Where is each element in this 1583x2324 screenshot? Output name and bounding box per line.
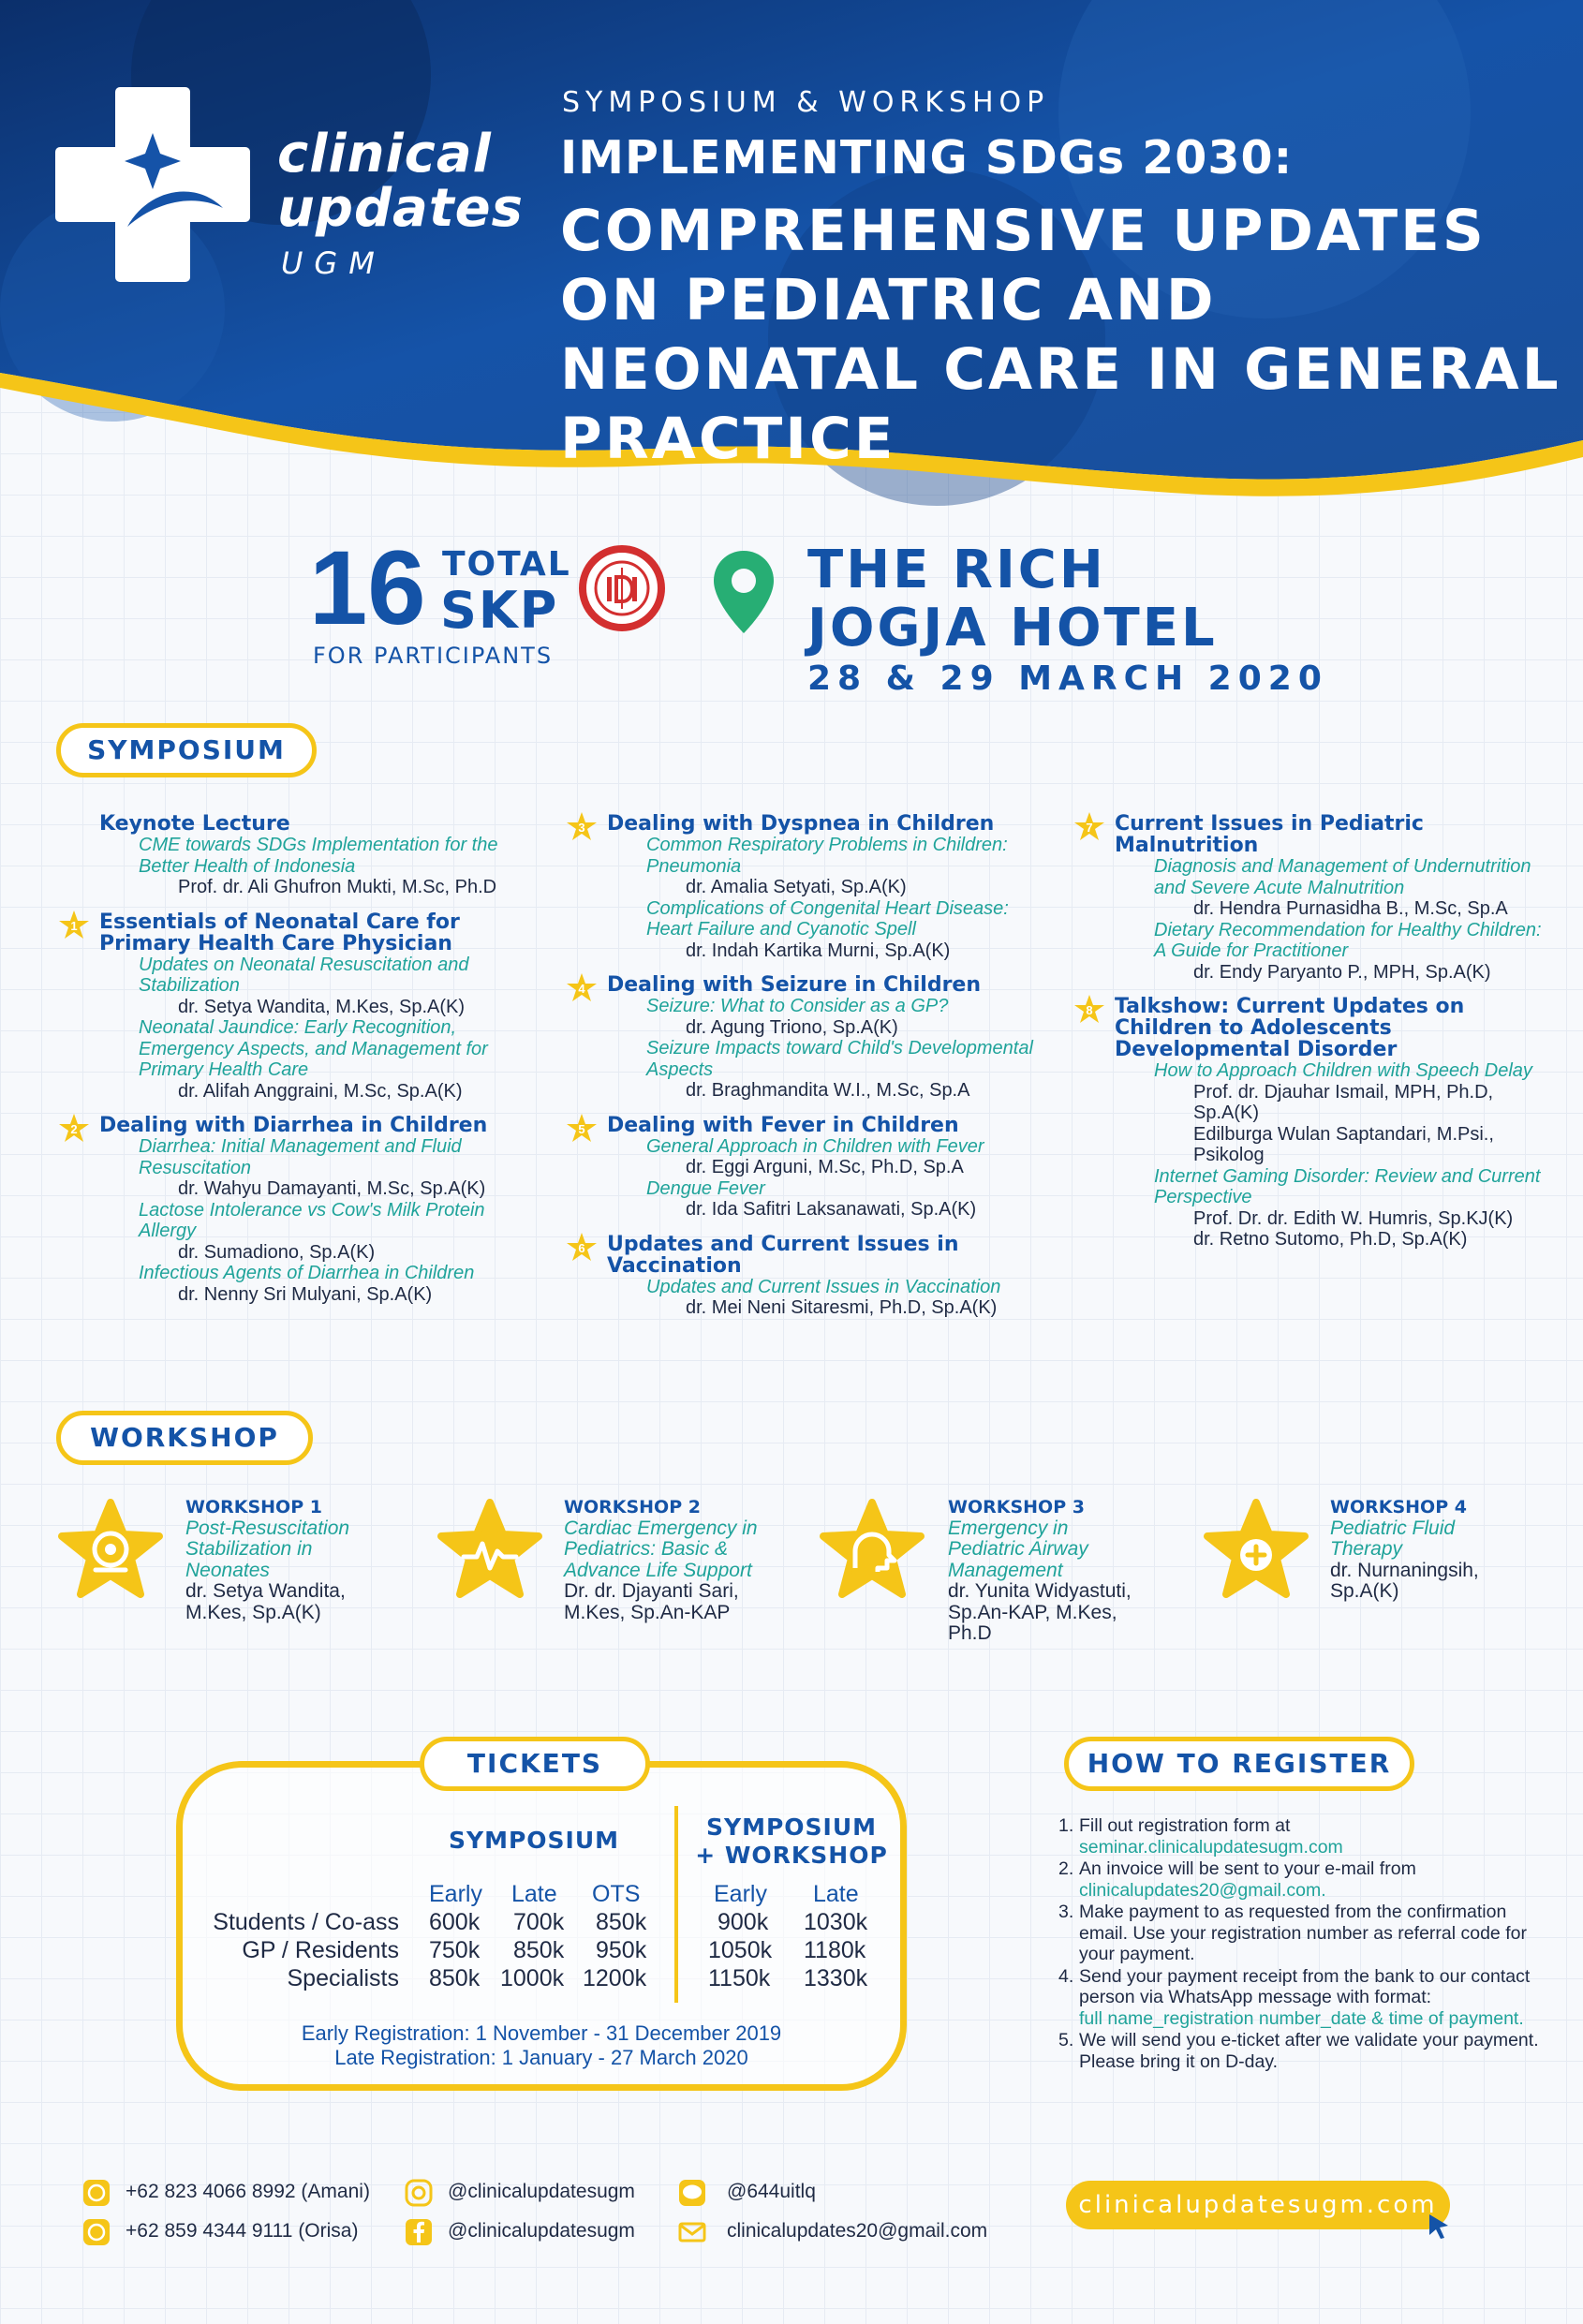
tickets-cell: 1150k xyxy=(708,1965,771,1991)
session-speaker: dr. Eggi Arguni, M.Sc, Ph.D, Sp.A xyxy=(686,1157,964,1177)
session-number-badge xyxy=(1073,994,1105,1026)
workshop-4-label: WORKSHOP 4 xyxy=(1330,1497,1467,1517)
session-speaker: dr. Wahyu Damayanti, M.Sc, Sp.A(K) xyxy=(178,1178,486,1199)
register-step-5 xyxy=(1058,2030,1546,2072)
message-format: full name_registration number_date & time of payment. xyxy=(1079,2007,1524,2029)
symposium-column-3 xyxy=(1086,812,1546,1264)
symposium-session xyxy=(1086,995,1546,1251)
session-speaker: dr. Sumadiono, Sp.A(K) xyxy=(178,1241,376,1263)
workshop-2-speaker: Dr. dr. Djayanti Sari, M.Kes, Sp.An-KAP xyxy=(564,1580,739,1623)
idi-seal-icon xyxy=(579,545,665,631)
workshop-1-speaker: dr. Setya Wandita, M.Kes, Sp.A(K) xyxy=(185,1580,346,1623)
workshop-2 xyxy=(564,1497,770,1623)
tickets-cell: 950k xyxy=(596,1937,647,1963)
logo-text-ugm: UGM xyxy=(281,245,386,281)
workshop-section-pill: WORKSHOP xyxy=(56,1411,313,1465)
symposium-session xyxy=(578,1113,1038,1221)
session-title: Keynote Lecture xyxy=(99,812,290,836)
session-title: Dealing with Dyspnea in Children xyxy=(607,812,995,836)
session-title: Talkshow: Current Updates on Children to Adolescents Developmental Disorder xyxy=(1115,995,1465,1061)
event-dates: 28 & 29 MARCH 2020 xyxy=(807,659,1328,698)
session-topic: Complications of Congenital Heart Disease: Heart Failure and Cyanotic Spell xyxy=(646,897,1009,940)
session-number: 5 xyxy=(578,1121,585,1136)
step-number: 1. xyxy=(1058,1815,1074,1836)
tickets-symposium-header: SYMPOSIUM xyxy=(448,1827,620,1854)
symposium-column-1 xyxy=(70,812,511,1318)
header-banner xyxy=(0,0,1583,506)
tickets-cell: 1050k xyxy=(708,1937,773,1963)
tickets-cell: 600k xyxy=(429,1909,481,1935)
session-topic: Neonatal Jaundice: Early Recognition, Emergency Aspects, and Management for Primary Health Care xyxy=(139,1017,488,1080)
session-topic: Diagnosis and Management of Undernutrition and Severe Acute Malnutrition xyxy=(1154,856,1531,898)
workshop-3-star xyxy=(818,1499,926,1602)
facebook-handle[interactable]: @clinicalupdatesugm xyxy=(448,2220,635,2242)
headline-primary: IMPLEMENTING SDGs 2030: xyxy=(560,131,1294,185)
tickets-cell: 1180k xyxy=(804,1937,866,1963)
contact-email[interactable]: clinicalupdates20@gmail.com xyxy=(727,2220,988,2242)
tickets-row-label: GP / Residents xyxy=(242,1937,399,1963)
session-number: 1 xyxy=(70,918,78,933)
workshop-3 xyxy=(948,1497,1145,1645)
workshop-3-label: WORKSHOP 3 xyxy=(948,1497,1085,1517)
symposium-session xyxy=(99,813,511,898)
register-step-4 xyxy=(1058,1966,1546,2030)
tickets-cell: 1330k xyxy=(804,1965,868,1991)
venue-line-2: JOGJA HOTEL xyxy=(807,598,1218,659)
session-topic: Seizure: What to Consider as a GP? xyxy=(646,996,949,1016)
invoice-email-link[interactable]: clinicalupdates20@gmail.com. xyxy=(1079,1879,1326,1901)
step-text: Send your payment receipt from the bank to our contact person via WhatsApp message with format: xyxy=(1079,1965,1531,2007)
phone-1[interactable]: +62 823 4066 8992 (Amani) xyxy=(126,2181,370,2202)
headline-secondary: COMPREHENSIVE UPDATES ON PEDIATRIC AND NEONATAL CARE IN GENERAL PRACTICE xyxy=(560,198,1561,472)
session-speaker: dr. Retno Sutomo, Ph.D, Sp.A(K) xyxy=(1193,1229,1468,1250)
tickets-cell: 750k xyxy=(429,1937,481,1963)
tickets-combo-col-late: Late xyxy=(813,1881,859,1907)
workshop-4 xyxy=(1330,1497,1527,1603)
workshop-4-speaker: dr. Nurnaningsih, Sp.A(K) xyxy=(1330,1559,1479,1602)
cursor-icon xyxy=(1428,2213,1452,2241)
workshop-2-star xyxy=(436,1499,544,1602)
session-topic: Internet Gaming Disorder: Review and Current Perspective xyxy=(1154,1165,1541,1207)
instagram-icon xyxy=(405,2179,433,2207)
session-number-badge xyxy=(1073,811,1105,843)
tickets-cell: 850k xyxy=(429,1965,481,1991)
session-number: 6 xyxy=(578,1240,585,1255)
workshop-3-topic: Emergency in Pediatric Airway Management xyxy=(948,1517,1088,1581)
step-number: 5. xyxy=(1058,2030,1074,2050)
tickets-col-ots: OTS xyxy=(592,1881,641,1907)
session-topic: Seizure Impacts toward Child's Developmental Aspects xyxy=(646,1038,1033,1080)
whatsapp-icon xyxy=(82,2179,111,2207)
step-number: 4. xyxy=(1058,1965,1074,1987)
session-topic: Updates and Current Issues in Vaccination xyxy=(646,1276,1001,1297)
session-topic: Updates on Neonatal Resuscitation and Stabilization xyxy=(139,954,469,996)
logo-text-clinical: clinical xyxy=(277,124,492,185)
tickets-cell: 850k xyxy=(596,1909,647,1935)
workshop-4-topic: Pediatric Fluid Therapy xyxy=(1330,1517,1456,1560)
symposium-section-pill: SYMPOSIUM xyxy=(56,723,317,777)
skp-number: 16 xyxy=(309,529,426,646)
session-speaker: Prof. dr. Ali Ghufron Mukti, M.Sc, Ph.D xyxy=(178,877,497,897)
venue-name xyxy=(807,541,1218,658)
session-title: Dealing with Seizure in Children xyxy=(607,973,982,997)
session-number-badge xyxy=(566,972,598,1004)
session-speaker: Prof. Dr. dr. Edith W. Humris, Sp.KJ(K) xyxy=(1193,1207,1514,1229)
session-topic: Lactose Intolerance vs Cow's Milk Protein Allergy xyxy=(139,1199,485,1241)
session-speaker: dr. Indah Kartika Murni, Sp.A(K) xyxy=(686,940,951,961)
workshop-1-star xyxy=(56,1499,165,1602)
logo-text-updates: updates xyxy=(277,178,524,239)
session-topic: Dengue Fever xyxy=(646,1177,765,1199)
phone-2[interactable]: +62 859 4344 9111 (Orisa) xyxy=(126,2220,359,2242)
symposium-session xyxy=(578,973,1038,1102)
workshop-1 xyxy=(185,1497,373,1623)
symposium-column-2 xyxy=(578,812,1038,1332)
medical-plus-icon xyxy=(1240,1539,1272,1571)
session-topic: CME towards SDGs Implementation for the Better Health of Indonesia xyxy=(139,835,498,877)
workshop-1-label: WORKSHOP 1 xyxy=(185,1497,322,1517)
tickets-col-early: Early xyxy=(429,1881,482,1907)
session-topic: Diarrhea: Initial Management and Fluid Resuscitation xyxy=(139,1136,462,1178)
tickets-cell: 700k xyxy=(513,1909,565,1935)
step-text: An invoice will be sent to your e-mail from xyxy=(1079,1858,1416,1879)
symposium-session xyxy=(578,1232,1038,1319)
tickets-cell: 1200k xyxy=(583,1965,647,1991)
tickets-cell: 900k xyxy=(718,1909,769,1935)
tickets-late-note: Late Registration: 1 January - 27 March 2020 xyxy=(334,2046,748,2069)
session-topic: How to Approach Children with Speech Delay xyxy=(1154,1060,1532,1081)
session-speaker: dr. Nenny Sri Mulyani, Sp.A(K) xyxy=(178,1283,433,1305)
tickets-cell: 1030k xyxy=(804,1909,868,1935)
workshop-2-label: WORKSHOP 2 xyxy=(564,1497,701,1517)
tickets-combo-header-2: + WORKSHOP xyxy=(695,1842,888,1869)
session-topic: Dietary Recommendation for Healthy Children: A Guide for Practitioner xyxy=(1154,919,1542,961)
session-number: 3 xyxy=(578,821,585,835)
workshop-3-speaker: dr. Yunita Widyastuti, Sp.An-KAP, M.Kes, Ph.D xyxy=(948,1580,1132,1644)
session-speaker: dr. Agung Triono, Sp.A(K) xyxy=(686,1016,898,1038)
venue-line-1: THE RICH xyxy=(807,540,1106,600)
session-speaker: dr. Hendra Purnasidha B., M.Sc, Sp.A xyxy=(1193,898,1508,919)
workshop-2-topic: Cardiac Emergency in Pediatrics: Basic & Advance Life Support xyxy=(564,1517,758,1581)
session-number-badge xyxy=(566,811,598,843)
email-icon xyxy=(678,2218,706,2246)
tickets-cell: 850k xyxy=(513,1937,565,1963)
session-speaker: dr. Setya Wandita, M.Kes, Sp.A(K) xyxy=(178,996,466,1017)
session-title: Dealing with Diarrhea in Children xyxy=(99,1114,488,1137)
tickets-col-late: Late xyxy=(511,1881,557,1907)
session-speaker: dr. Amalia Setyati, Sp.A(K) xyxy=(686,877,907,897)
session-title: Dealing with Fever in Children xyxy=(607,1113,959,1137)
session-topic: Infectious Agents of Diarrhea in Children xyxy=(139,1263,475,1283)
tickets-row-label: Students / Co-ass xyxy=(213,1909,399,1935)
tickets-cell: 1000k xyxy=(500,1965,565,1991)
session-title: Essentials of Neonatal Care for Primary Health Care Physician xyxy=(99,910,460,955)
session-speaker: dr. Mei Neni Sitaresmi, Ph.D, Sp.A(K) xyxy=(686,1297,998,1318)
session-speaker: dr. Alifah Anggraini, M.Sc, Sp.A(K) xyxy=(178,1080,463,1102)
workshop-4-star xyxy=(1202,1499,1310,1602)
session-number-badge xyxy=(58,1113,90,1145)
symposium-session xyxy=(70,1114,511,1305)
session-topic: General Approach in Children with Fever xyxy=(646,1135,984,1157)
registration-link[interactable]: seminar.clinicalupdatesugm.com xyxy=(1079,1836,1343,1858)
session-speaker: Prof. dr. Djauhar Ismail, MPH, Ph.D, Sp.A(K) xyxy=(1193,1081,1494,1123)
step-text: We will send you e-ticket after we validate your payment. Please bring it on D-day. xyxy=(1079,2030,1539,2072)
skp-total-label: TOTAL xyxy=(442,545,571,584)
symposium-session xyxy=(578,812,1038,961)
session-number-badge xyxy=(58,910,90,941)
session-number-badge xyxy=(566,1232,598,1264)
register-steps xyxy=(1058,1815,1546,2073)
facebook-icon xyxy=(405,2218,433,2246)
register-step-1 xyxy=(1058,1815,1546,1858)
session-title: Current Issues in Pediatric Malnutrition xyxy=(1115,812,1424,857)
tickets-combo-header-1: SYMPOSIUM xyxy=(705,1813,878,1841)
whatsapp-icon xyxy=(82,2218,111,2246)
symposium-session xyxy=(1086,812,1546,983)
register-pill: HOW TO REGISTER xyxy=(1064,1737,1414,1791)
step-number: 3. xyxy=(1058,1902,1074,1922)
session-speaker: dr. Endy Paryanto P., MPH, Sp.A(K) xyxy=(1193,961,1491,983)
session-number: 4 xyxy=(578,982,585,996)
logo-cross-icon xyxy=(54,86,251,283)
symposium-session xyxy=(70,910,511,1103)
skp-label: SKP xyxy=(440,581,559,640)
session-title: Updates and Current Issues in Vaccination xyxy=(607,1232,959,1278)
tickets-row-label: Specialists xyxy=(287,1965,399,1991)
tickets-separator xyxy=(674,1806,678,2003)
instagram-handle[interactable]: @clinicalupdatesugm xyxy=(448,2181,635,2202)
tickets-early-note: Early Registration: 1 November - 31 December 2019 xyxy=(301,2021,782,2045)
line-app-icon xyxy=(678,2179,706,2207)
session-number: 8 xyxy=(1086,1003,1093,1017)
tickets-combo-col-early: Early xyxy=(714,1881,767,1907)
session-speaker: dr. Braghmandita W.I., M.Sc, Sp.A xyxy=(686,1080,970,1101)
session-number-badge xyxy=(566,1113,598,1145)
session-speaker: Edilburga Wulan Saptandari, M.Psi., Psikolog xyxy=(1193,1123,1494,1165)
register-step-2 xyxy=(1058,1858,1546,1901)
line-handle[interactable]: @644uitlq xyxy=(727,2181,816,2202)
workshop-1-topic: Post-Resuscitation Stabilization in Neonates xyxy=(185,1517,350,1581)
session-speaker: dr. Ida Safitri Laksanawati, Sp.A(K) xyxy=(686,1199,977,1220)
tickets-pill: TICKETS xyxy=(420,1737,650,1791)
step-text: Make payment to as requested from the confirmation email. Use your registration number as referral code for your payment. xyxy=(1079,1902,1527,1964)
location-pin-icon xyxy=(710,547,777,637)
register-step-3 xyxy=(1058,1902,1546,1965)
skp-for-participants: FOR PARTICIPANTS xyxy=(313,643,554,669)
website-button[interactable]: clinicalupdatesugm.com xyxy=(1066,2181,1450,2229)
event-kicker: SYMPOSIUM & WORKSHOP xyxy=(562,86,1050,119)
session-number: 2 xyxy=(70,1122,78,1136)
step-text: Fill out registration form at xyxy=(1079,1815,1291,1836)
step-number: 2. xyxy=(1058,1858,1074,1879)
session-topic: Common Respiratory Problems in Children: Pneumonia xyxy=(646,835,1008,877)
session-number: 7 xyxy=(1086,821,1093,835)
